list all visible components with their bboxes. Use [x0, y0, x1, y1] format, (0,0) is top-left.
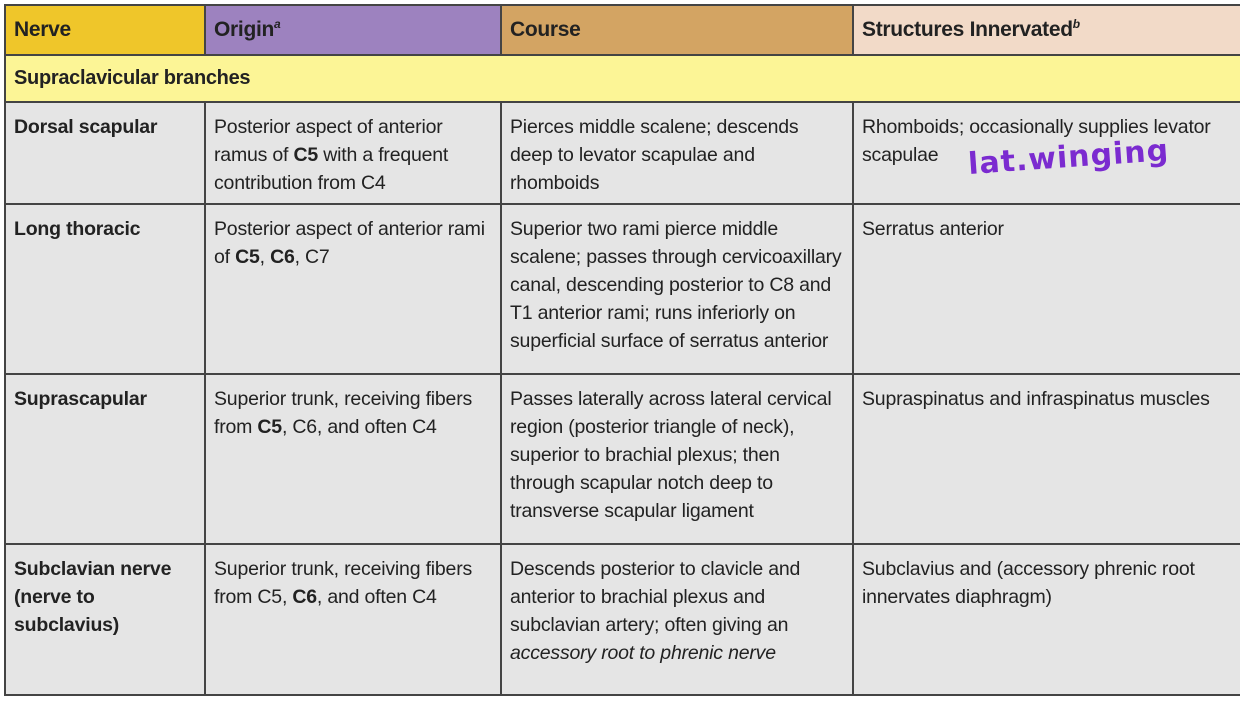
footnote-a: a [274, 17, 281, 31]
course-cell: Pierces middle scalene; descends deep to levator scapulae and rhomboids [501, 102, 853, 204]
table-row [5, 544, 1240, 695]
section-row [5, 55, 1240, 102]
header-structures: Structures Innervated$^b$ [853, 5, 1240, 55]
structures-cell: Supraspinatus and infraspinatus muscles [853, 374, 1240, 544]
nerve-name: Suprascapular [5, 374, 205, 544]
course-cell: Superior two rami pierce middle scalene; passes through cervicoaxillary canal, descending posterior to C8 and T1 anterior rami; runs inferiorly on superficial surface of serratus anterior [501, 204, 853, 374]
header-course: Course [501, 5, 853, 55]
table-row [5, 374, 1240, 544]
origin-cell: Posterior aspect of anterior rami of C5, C6, C7 [205, 204, 501, 374]
origin-cell: Superior trunk, receiving fibers from C5, C6, and often C4 [205, 374, 501, 544]
structures-cell: Subclavius and (accessory phrenic root innervates diaphragm) [853, 544, 1240, 695]
structures-cell: Rhomboids; occasionally supplies levator scapulae [853, 102, 1240, 204]
origin-cell: Superior trunk, receiving fibers from C5, C6, and often C4 [205, 544, 501, 695]
header-nerve: Nerve [5, 5, 205, 55]
header-row [5, 5, 1240, 55]
origin-cell: Posterior aspect of anterior ramus of C5 with a frequent contribution from C4 [205, 102, 501, 204]
course-cell: Passes laterally across lateral cervical region (posterior triangle of neck), superior to brachial plexus; then through scapular notch deep to transverse scapular ligament [501, 374, 853, 544]
table-row [5, 204, 1240, 374]
nerve-name: Subclavian nerve (nerve to subclavius) [5, 544, 205, 695]
footnote-b: b [1072, 17, 1080, 31]
header-origin: Origin$^a$ [205, 5, 501, 55]
structures-cell: Serratus anterior [853, 204, 1240, 374]
nerve-name: Dorsal scapular [5, 102, 205, 204]
handwritten-note: lat.winging [967, 133, 1171, 182]
course-cell: Descends posterior to clavicle and anterior to brachial plexus and subclavian artery; often giving an accessory root to phrenic nerve [501, 544, 853, 695]
nerve-table [4, 4, 1240, 696]
nerve-name: Long thoracic [5, 204, 205, 374]
section-title: Supraclavicular branches [5, 55, 1240, 102]
